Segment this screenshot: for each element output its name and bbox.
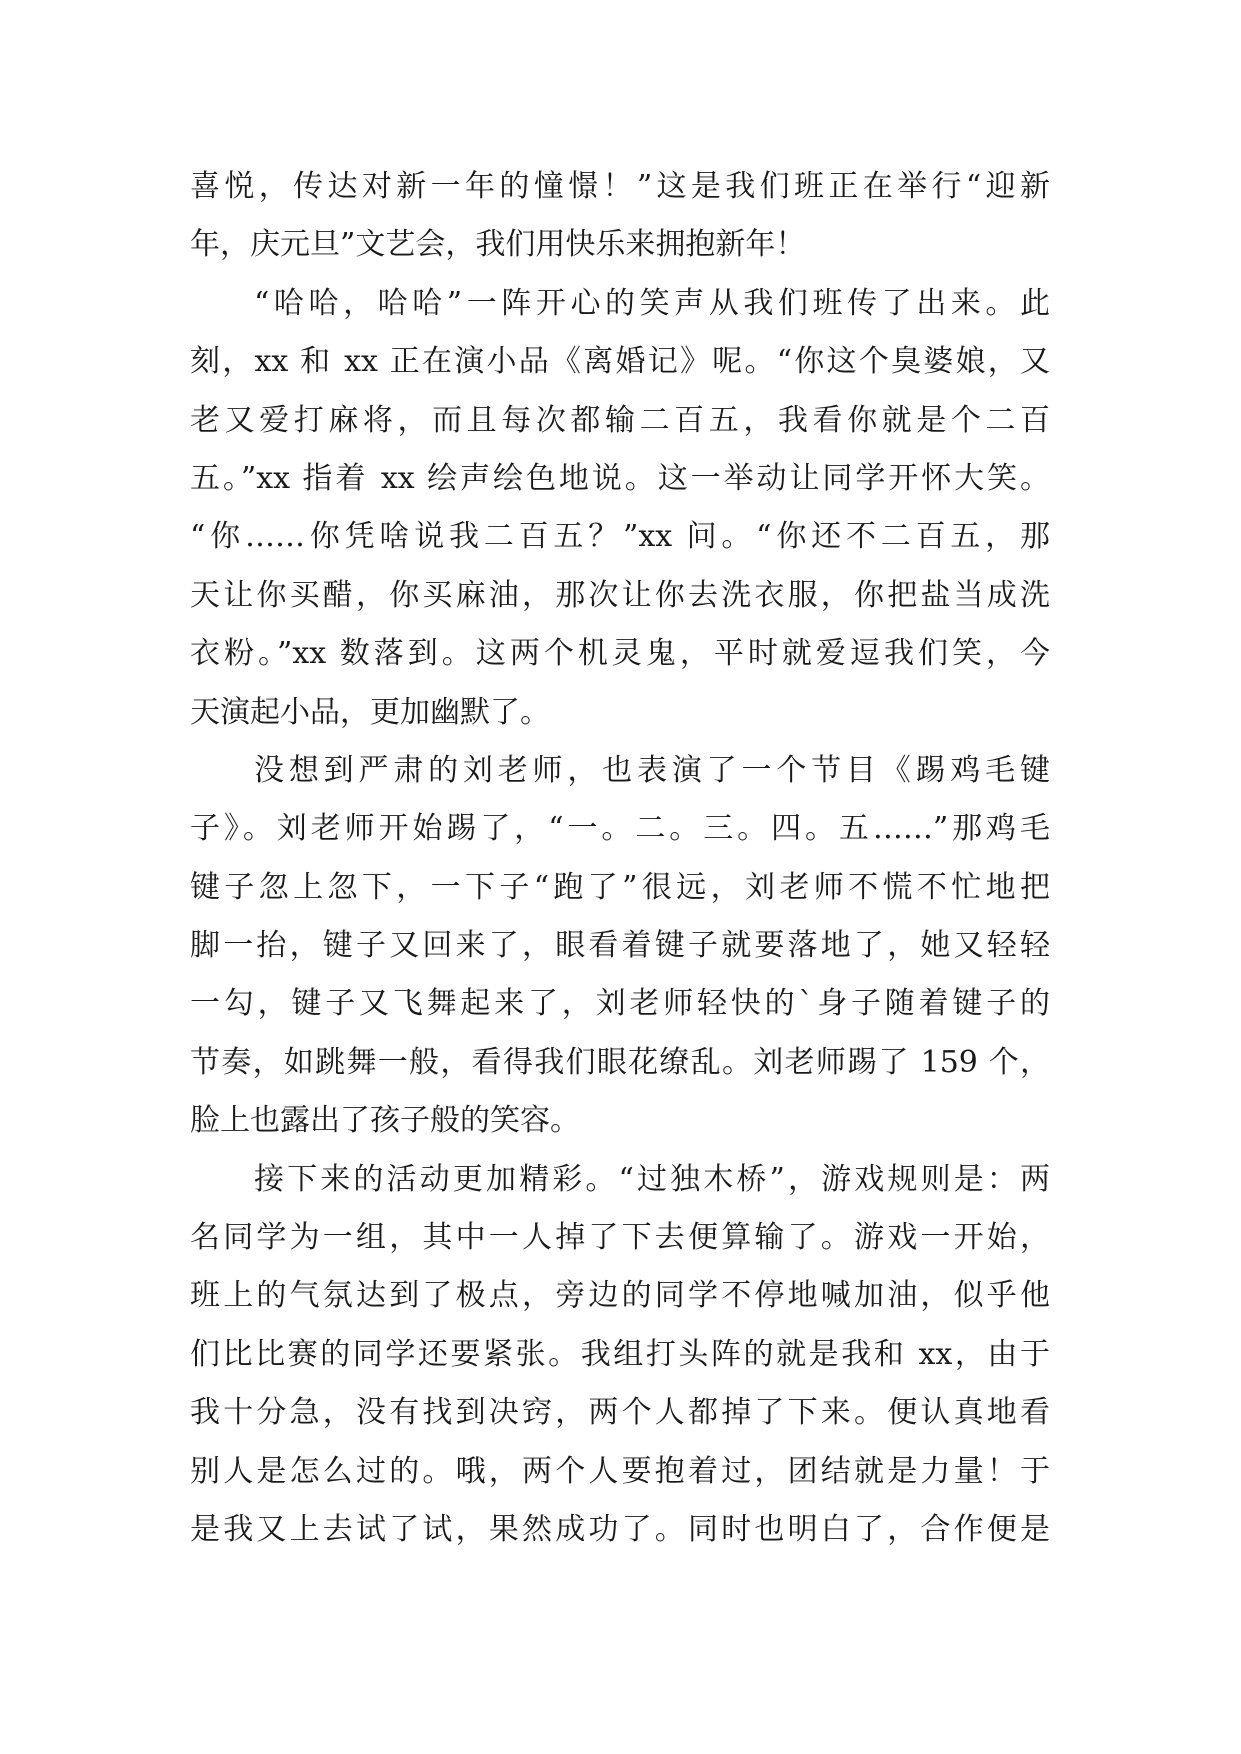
text-line: 没想到严肃的刘老师，也表演了一个节目《踢鸡毛键 [254, 752, 1050, 788]
text-line: 别人是怎么过的。哦，两个人要抱着过，团结就是力量！于 [190, 1453, 1050, 1489]
text-line: 衣粉。”xx 数落到。这两个机灵鬼，平时就爱逗我们笑，今 [190, 636, 1050, 672]
text-line: 键子忽上忽下，一下子“跑了”很远，刘老师不慌不忙地把 [190, 869, 1050, 905]
text-line: 年，庆元旦”文艺会，我们用快乐来拥抱新年！ [190, 227, 806, 263]
text-line: 们比比赛的同学还要紧张。我组打头阵的就是我和 xx，由于 [190, 1336, 1050, 1372]
text-line: 名同学为一组，其中一人掉了下去便算输了。游戏一开始， [190, 1220, 1050, 1256]
text-line: 老又爱打麻将，而且每次都输二百五，我看你就是个二百 [190, 402, 1050, 438]
text-line: 接下来的活动更加精彩。“过独木桥”，游戏规则是：两 [254, 1161, 1050, 1197]
essay-body [190, 158, 1050, 1559]
text-line: 脸上也露出了孩子般的笑容。 [190, 1103, 580, 1139]
text-line: 节奏，如跳舞一般，看得我们眼花缭乱。刘老师踢了 159 个， [190, 1044, 1050, 1080]
text-line: 子》。刘老师开始踢了，“一。二。三。四。五……”那鸡毛 [190, 811, 1050, 847]
text-line: 天让你买醋，你买麻油，那次让你去洗衣服，你把盐当成洗 [190, 577, 1050, 613]
text-line: 刻，xx 和 xx 正在演小品《离婚记》呢。“你这个臭婆娘，又 [190, 344, 1050, 380]
text-line: 喜悦，传达对新一年的憧憬！”这是我们班正在举行“迎新 [190, 169, 1050, 204]
text-line: 天演起小品，更加幽默了。 [190, 694, 550, 730]
text-line: 是我又上去试了试，果然成功了。同时也明白了，合作便是 [190, 1511, 1050, 1547]
text-line: 脚一抬，键子又回来了，眼看着键子就要落地了，她又轻轻 [190, 928, 1050, 964]
text-line: “哈哈，哈哈”一阵开心的笑声从我们班传了出来。此 [254, 285, 1050, 321]
text-line: “你……你凭啥说我二百五？”xx 问。“你还不二百五，那 [190, 519, 1050, 555]
text-line: 五。”xx 指着 xx 绘声绘色地说。这一举动让同学开怀大笑。 [190, 460, 1050, 496]
text-line: 一勾，键子又飞舞起来了，刘老师轻快的`身子随着键子的 [190, 986, 1050, 1022]
text-line: 班上的气氛达到了极点，旁边的同学不停地喊加油，似乎他 [190, 1278, 1050, 1314]
text-line: 我十分急，没有找到决窍，两个人都掉了下来。便认真地看 [190, 1395, 1050, 1431]
